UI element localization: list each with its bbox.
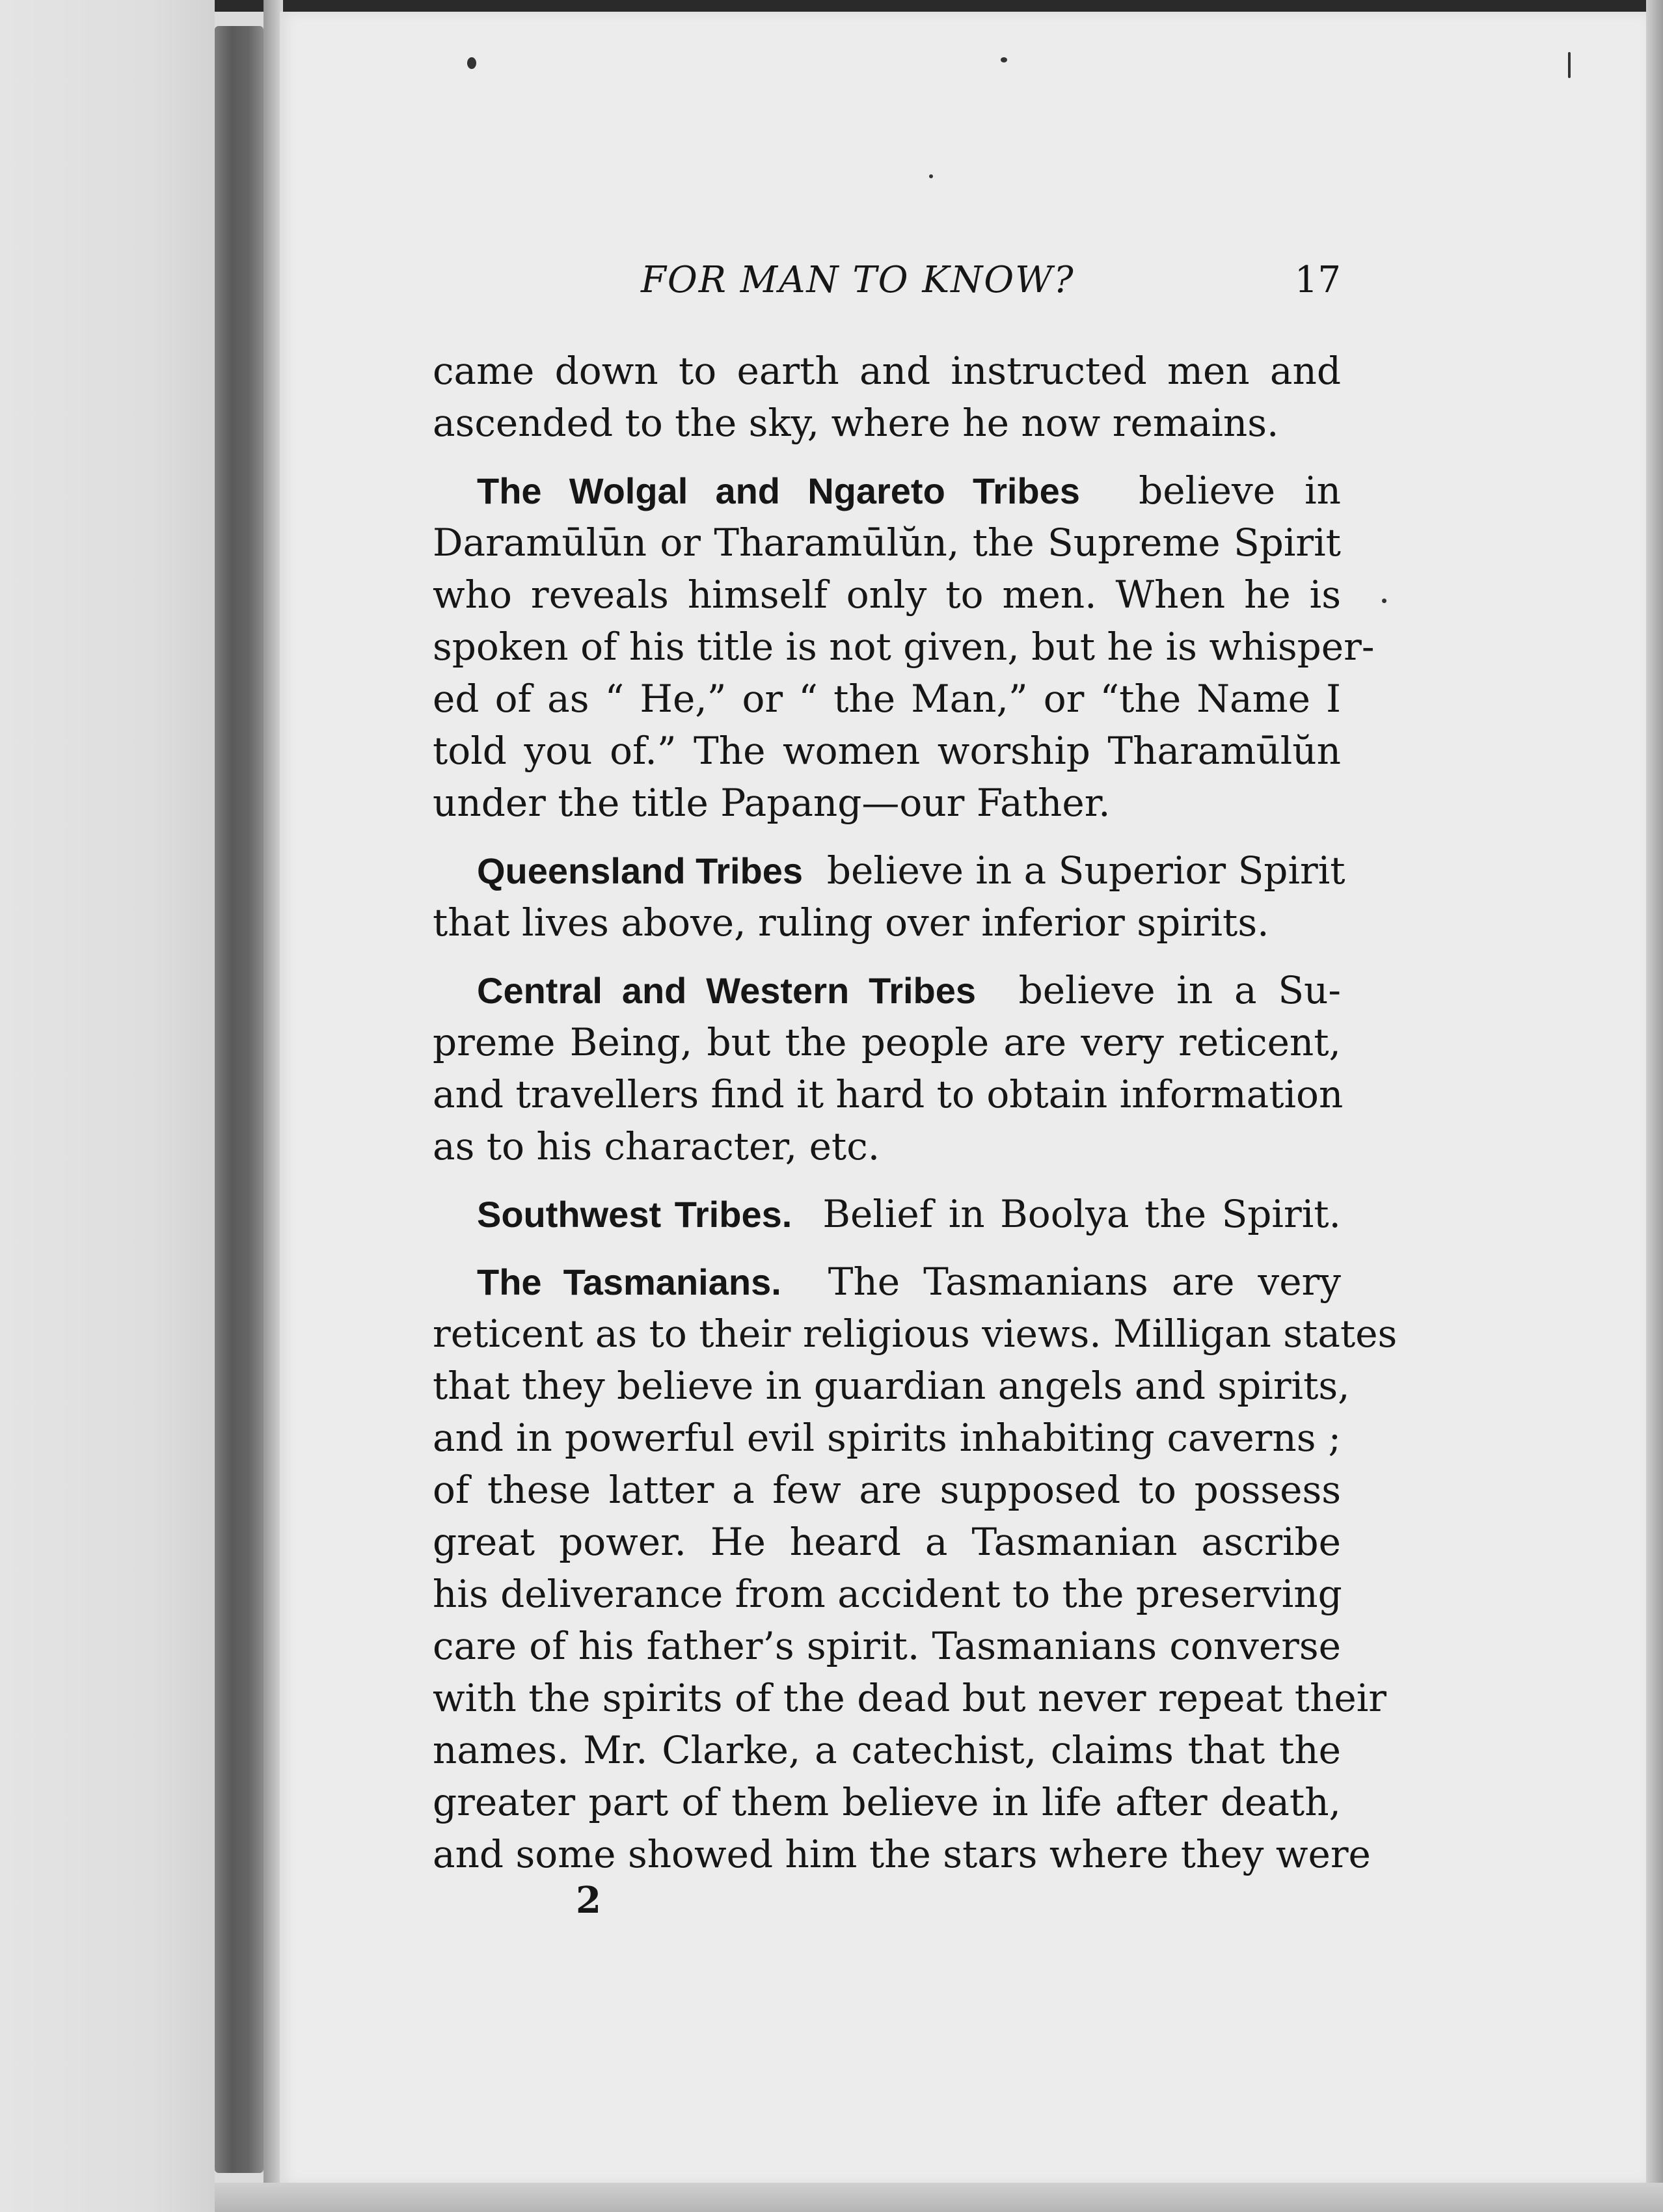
text-line: and in powerful evil spirits inhabiting caverns ;: [433, 1416, 1341, 1460]
text-line: his deliverance from accident to the preserving: [433, 1572, 1342, 1616]
text-line: [433, 1188, 1341, 1240]
text-run: believe in a Superior Spirit: [826, 848, 1345, 893]
text-line: [433, 1256, 1341, 1308]
signature-mark: 2: [576, 1879, 601, 1922]
paragraph-heading: Queensland Tribes: [477, 850, 804, 891]
paragraph-heading: The Wolgal and Ngareto Tribes: [477, 470, 1080, 511]
bottom-page-edge: [215, 2183, 1663, 2212]
dust-speck: [1382, 599, 1386, 603]
text-run: Belief in Boolya the Spirit.: [822, 1192, 1341, 1236]
text-line: [433, 844, 1345, 897]
text-line: told you of.” The women worship Tharamūlŭn: [433, 729, 1341, 773]
paragraph-heading: Central and Western Tribes: [477, 970, 977, 1011]
right-page-edge: [1646, 0, 1663, 2212]
text-line: with the spirits of the dead but never repeat their: [433, 1676, 1387, 1720]
top-edge: [0, 0, 1663, 12]
running-head-title: FOR MAN TO KNOW?: [641, 259, 1075, 301]
text-run: The Tasmanians are very: [828, 1260, 1342, 1304]
paragraph: [433, 465, 1375, 829]
text-line: greater part of them believe in life after death,: [433, 1780, 1341, 1824]
paragraph: [433, 1256, 1398, 1880]
text-line: [433, 964, 1341, 1016]
body-text: [433, 345, 1398, 1896]
text-line: preme Being, but the people are very reticent,: [433, 1020, 1341, 1064]
text-line: names. Mr. Clarke, a catechist, claims that the: [433, 1728, 1341, 1772]
text-line: came down to earth and instructed men and: [433, 349, 1341, 393]
text-line: spoken of his title is not given, but he is whisper-: [433, 625, 1375, 669]
text-line: and travellers find it hard to obtain information: [433, 1072, 1344, 1116]
text-line: [433, 465, 1341, 517]
paragraph: [433, 964, 1344, 1172]
text-line: care of his father’s spirit. Tasmanians converse: [433, 1624, 1341, 1668]
dust-speck: [1568, 52, 1571, 78]
text-line: Daramūlūn or Tharamūlŭn, the Supreme Spirit: [433, 520, 1341, 565]
dust-speck: [1001, 57, 1007, 62]
facing-page-edge: [0, 0, 215, 2212]
book-gutter: [215, 26, 264, 2173]
text-line: who reveals himself only to men. When he is: [433, 573, 1341, 617]
text-line: that they believe in guardian angels and spirits,: [433, 1364, 1350, 1408]
text-line: great power. He heard a Tasmanian ascribe: [433, 1520, 1341, 1564]
dust-speck: [929, 174, 933, 178]
text-run: believe in: [1139, 468, 1342, 513]
text-line: as to his character, etc.: [433, 1124, 880, 1168]
text-line: of these latter a few are supposed to possess: [433, 1468, 1341, 1512]
text-line: that lives above, ruling over inferior spirits.: [433, 900, 1269, 945]
paragraph-heading: The Tasmanians.: [477, 1261, 781, 1302]
text-run: believe in a Su-: [1018, 968, 1342, 1012]
paragraph: [433, 345, 1341, 449]
running-head: [433, 259, 1341, 311]
paragraph: [433, 844, 1345, 949]
text-line: under the title Papang—our Father.: [433, 781, 1111, 825]
page-number: 17: [1294, 259, 1341, 301]
text-line: and some showed him the stars where they were: [433, 1832, 1371, 1876]
text-line: ascended to the sky, where he now remains.: [433, 401, 1279, 445]
paragraph: [433, 1188, 1341, 1240]
text-line: reticent as to their religious views. Milligan states: [433, 1312, 1398, 1356]
paragraph-heading: Southwest Tribes.: [477, 1194, 792, 1235]
text-line: ed of as “ He,” or “ the Man,” or “the Name I: [433, 677, 1341, 721]
dust-speck: [467, 57, 476, 69]
